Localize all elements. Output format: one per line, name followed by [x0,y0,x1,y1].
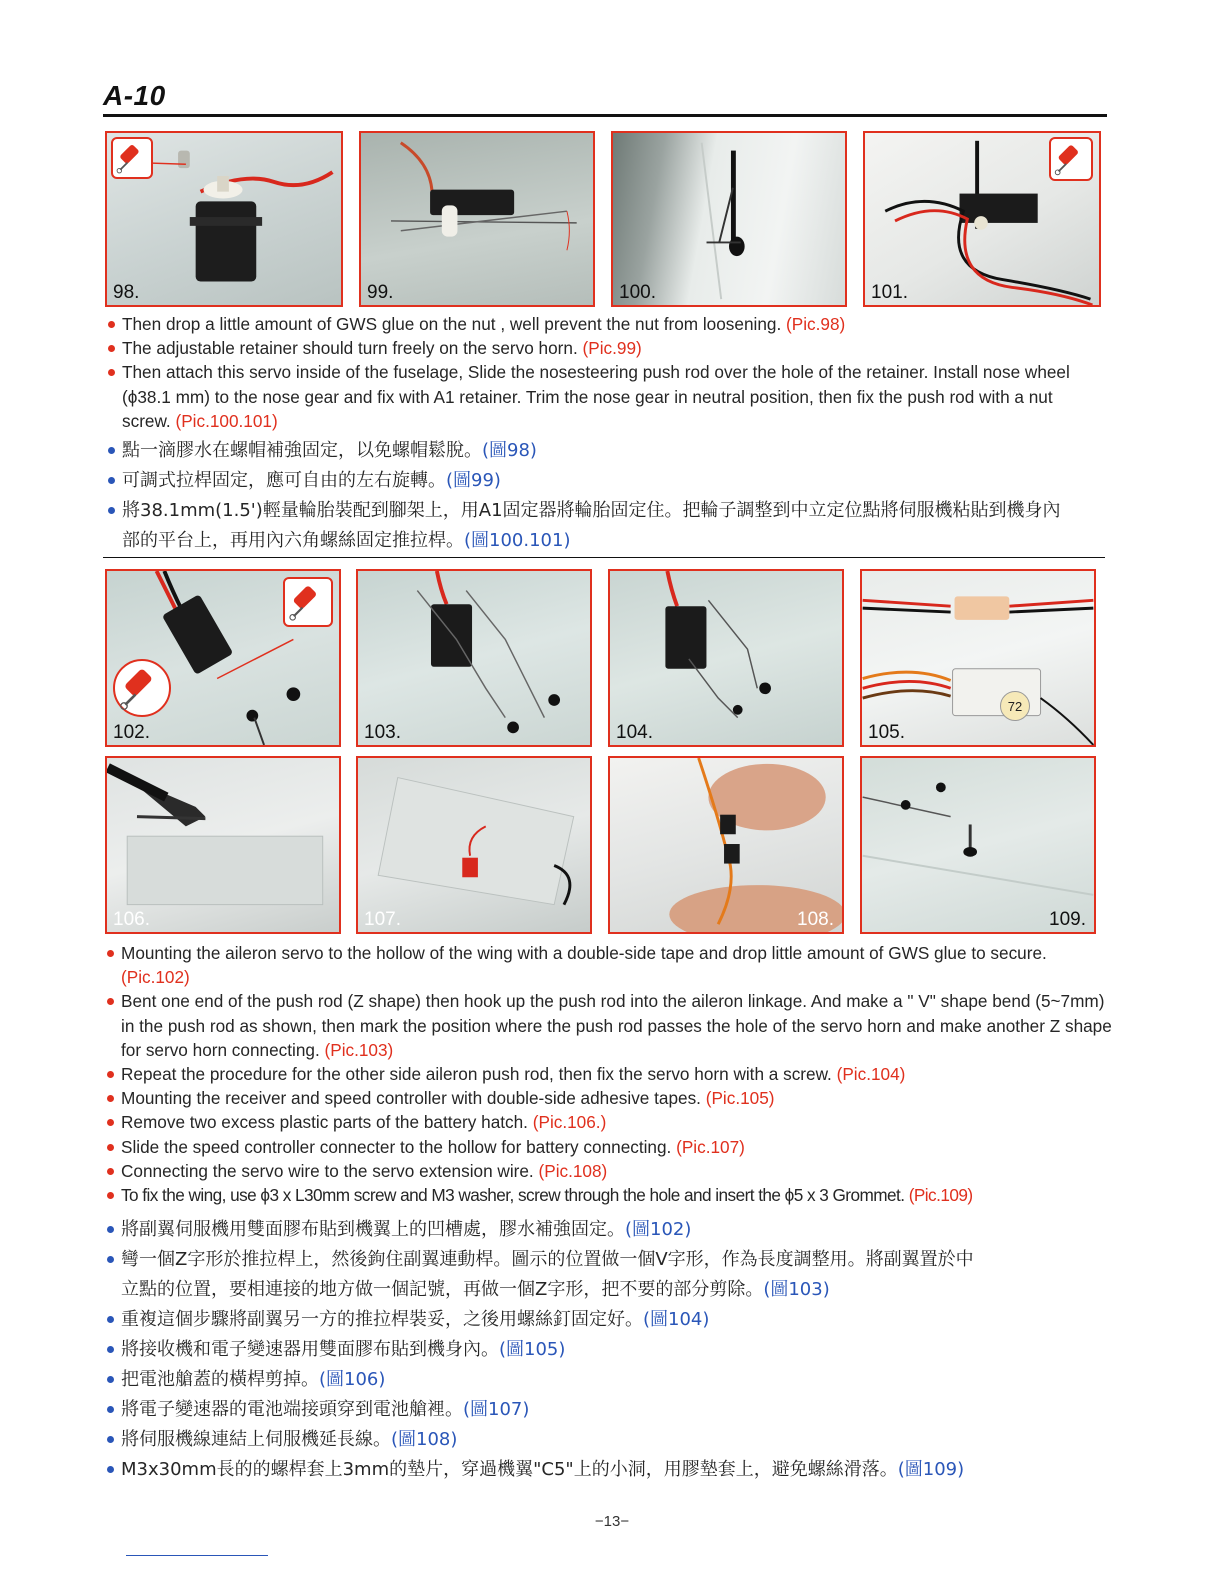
list-item: Remove two excess plastic parts of the battery hatch. (Pic.106.) [104,1110,1114,1134]
list-item: 可調式拉桿固定，應可自由的左右旋轉。(圖99) [105,466,1065,496]
list-item: Then attach this servo inside of the fuselage, Slide the nosesteering push rod over the hole of the retainer. Install nose wheel (ϕ38.1 mm) to the nose gear and fix with A1 retainer. Trim the nose gear in neutral position, then fix the push rod with a nut screw. (Pic.100.101) [105,360,1105,433]
list-item: 把電池艙蓋的橫桿剪掉。(圖106) [104,1365,984,1395]
wing-screw-grommet-illustration [862,758,1094,932]
photo-label: 107. [364,909,401,930]
list-item: 彎一個Z字形於推拉桿上，然後鉤住副翼連動桿。圖示的位置做一個V字形，作為長度調整用。將副翼置於中立點的位置，要相連接的地方做一個記號，再做一個Z字形，把不要的部分剪除。(圖103) [104,1245,984,1305]
receiver-sticker: 72 [1000,691,1030,721]
list-item: Slide the speed controller connecter to the hollow for battery connecting. (Pic.107) [104,1135,1114,1159]
section-divider [103,557,1105,558]
photo-107 [356,756,592,934]
list-item: Mounting the receiver and speed controller with double-side adhesive tapes. (Pic.105) [104,1086,1114,1110]
list-item: Bent one end of the push rod (Z shape) then hook up the push rod into the aileron linkage. And make a " V" shape bend (5~7mm) in the push rod as shown, then mark the position where the push rod passes the hole of the servo horn and make another Z shape for servo horn connecting. (Pic.103) [104,989,1114,1062]
list-item: Mounting the aileron servo to the hollow of the wing with a double-side tape and drop little amount of GWS glue to secure. (Pic.102) [104,941,1114,989]
list-item: 點一滴膠水在螺帽補強固定，以免螺帽鬆脫。(圖98) [105,436,1065,466]
photo-label: 103. [364,722,401,743]
instructions-en-2 [104,941,1114,1207]
list-item: M3x30mm長的的螺桿套上3mm的墊片，穿過機翼"C5"上的小洞，用膠墊套上，避免螺絲滑落。(圖109) [104,1455,984,1485]
list-item: Connecting the servo wire to the servo extension wire. (Pic.108) [104,1159,1114,1183]
photo-label: 104. [616,722,653,743]
page-number: −13− [594,1513,630,1530]
instructions-zh-2 [104,1215,984,1485]
list-item: Then drop a little amount of GWS glue on the nut , well prevent the nut from loosening. (Pic.98) [105,312,1105,336]
list-item: 將接收機和電子變速器用雙面膠布貼到機身內。(圖105) [104,1335,984,1365]
battery-hatch-cutting-illustration [107,758,339,932]
photo-label: 101. [871,282,908,303]
servo-horn-screw-illustration [610,571,842,745]
photo-label: 108. [797,909,834,930]
photo-105 [860,569,1096,747]
title-rule [103,114,1107,117]
gws-glue-bottle-icon [1049,137,1093,181]
gws-glue-bottle-icon [111,137,153,179]
photo-label: 100. [619,282,656,303]
photo-label: 102. [113,722,150,743]
servo-horn-illustration [361,133,593,305]
photo-label: 99. [367,282,394,303]
photo-109 [860,756,1096,934]
photo-label: 105. [868,722,905,743]
photo-108 [608,756,844,934]
page-title: A-10 [103,80,166,111]
photo-label: 109. [1049,909,1086,930]
nose-gear-illustration [613,133,845,305]
photo-101 [863,131,1101,307]
list-item: 將副翼伺服機用雙面膠布貼到機翼上的凹槽處，膠水補強固定。(圖102) [104,1215,984,1245]
list-item: 將伺服機線連結上伺服機延長線。(圖108) [104,1425,984,1455]
photo-label: 98. [113,282,140,303]
instructions-en-1 [105,312,1105,433]
photo-103 [356,569,592,747]
photo-99 [359,131,595,307]
list-item: To fix the wing, use ϕ3 x L30mm screw and M3 washer, screw through the hole and insert the ϕ5 x 3 Grommet. (Pic.109) [104,1183,1114,1207]
esc-connector-illustration [358,758,590,932]
photo-106 [105,756,341,934]
photo-label: 106. [113,909,150,930]
list-item: 將38.1mm(1.5')輕量輪胎裝配到腳架上，用A1固定器將輪胎固定住。把輪子調整到中立定位點將伺服機粘貼到機身內部的平台上，再用內六角螺絲固定推拉桿。(圖100.101) [105,496,1065,556]
photo-100 [611,131,847,307]
list-item: The adjustable retainer should turn freely on the servo horn. (Pic.99) [105,336,1105,360]
footer-line [126,1555,268,1556]
photo-104 [608,569,844,747]
photo-98 [105,131,343,307]
receiver-and-esc-illustration [862,571,1094,745]
photo-102 [105,569,341,747]
list-item: 將電子變速器的電池端接頭穿到電池艙裡。(圖107) [104,1395,984,1425]
gws-glue-bottle-icon [283,577,333,627]
push-rod-z-bend-illustration [358,571,590,745]
list-item: 重複這個步驟將副翼另一方的推拉桿裝妥，之後用螺絲釘固定好。(圖104) [104,1305,984,1335]
gws-glue-bottle-icon [113,659,171,717]
instructions-zh-1 [105,436,1065,556]
servo-extension-wire-illustration [610,758,842,932]
list-item: Repeat the procedure for the other side aileron push rod, then fix the servo horn with a screw. (Pic.104) [104,1062,1114,1086]
